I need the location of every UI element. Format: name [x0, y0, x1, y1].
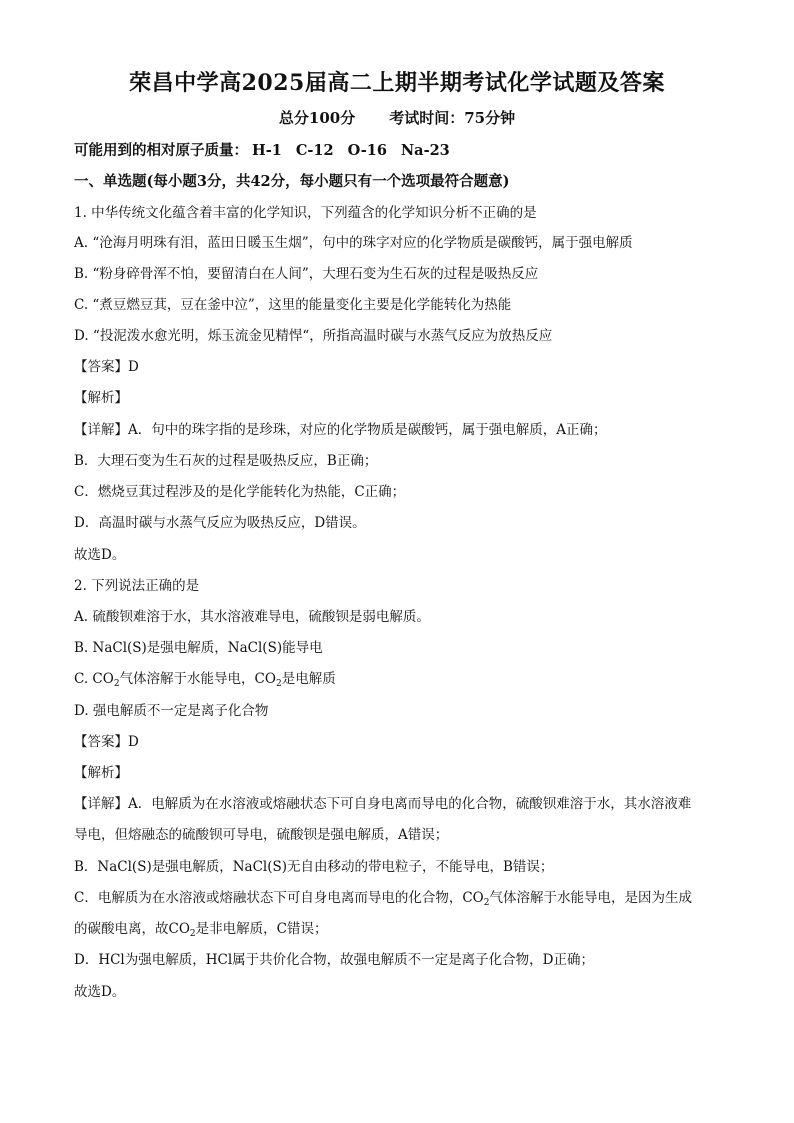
- q2-detail-b: B．NaCl(S)是强电解质，NaCl(S)无自由移动的带电粒子，不能导电，B错误；: [74, 859, 554, 875]
- q1-detail-c: C．燃烧豆萁过程涉及的是化学能转化为热能，C正确；: [74, 484, 406, 500]
- q2-option-c-prefix: C. CO: [74, 671, 114, 687]
- q2-option-c-mid: 气体溶解于水能导电，CO: [119, 671, 276, 687]
- q1-conclusion: 故选D。: [74, 547, 126, 563]
- q2-detail-c1-sub: 2: [483, 898, 490, 908]
- section-heading: 一、单选题(每小题3分，共42分，每小题只有一个选项最符合题意): [74, 173, 510, 190]
- q2-detail-c1-prefix: C．电解质为在水溶液或熔融状态下可自身电离而导电的化合物，CO: [74, 890, 484, 906]
- q1-detail-a: 【详解】A．句中的珠字指的是珍珠，对应的化学物质是碳酸钙，属于强电解质，A正确；: [74, 422, 607, 438]
- atomic-mass-c: C-12: [295, 142, 334, 159]
- q2-detail-c-2: [74, 919, 327, 944]
- total-score: 总分100分: [278, 109, 356, 127]
- q2-conclusion: 故选D。: [74, 984, 126, 1000]
- q2-detail-c2-suffix: 是非电解质，C错误；: [195, 921, 328, 937]
- q1-option-c: C. “煮豆燃豆萁，豆在釜中泣”，这里的能量变化主要是化学能转化为热能: [74, 297, 512, 313]
- q2-analysis-label: 【解析】: [74, 765, 128, 781]
- exam-title: 荣昌中学高2025届高二上期半期考试化学试题及答案: [129, 70, 665, 96]
- q1-option-a: A. “沧海月明珠有泪，蓝田日暖玉生烟”，句中的珠字对应的化学物质是碳酸钙，属于强电解质: [74, 235, 633, 251]
- q2-detail-c2-prefix: 的碳酸电离，故CO: [74, 921, 190, 937]
- atomic-mass-h: H-1: [252, 142, 282, 159]
- q2-detail-a-1: 【详解】A．电解质为在水溶液或熔融状态下可自身电离而导电的化合物，硫酸钡难溶于水，其水溶液难: [74, 796, 692, 812]
- q2-detail-a-2: 导电，但熔融态的硫酸钡可导电，硫酸钡是强电解质，A错误；: [74, 827, 449, 843]
- q1-option-b: B. “粉身碎骨浑不怕，要留清白在人间”，大理石变为生石灰的过程是吸热反应: [74, 266, 539, 282]
- q2-option-b: B. NaCl(S)是强电解质，NaCl(S)能导电: [74, 640, 323, 656]
- q2-detail-c2-sub: 2: [189, 929, 196, 939]
- q1-detail-b: B．大理石变为生石灰的过程是吸热反应，B正确；: [74, 453, 378, 469]
- q2-answer: 【答案】D: [74, 734, 139, 750]
- atomic-mass-label: 可能用到的相对原子质量：: [74, 142, 248, 159]
- q1-answer: 【答案】D: [74, 359, 139, 375]
- q2-option-c: [74, 669, 336, 694]
- q1-option-d: D. “投泥泼水愈光明，烁玉流金见精悍“，所指高温时碳与水蒸气反应为放热反应: [74, 328, 553, 344]
- q2-option-c-suffix: 是电解质: [281, 671, 336, 687]
- exam-time: 考试时间：75分钟: [389, 109, 516, 127]
- q2-detail-d: D．HCl为强电解质，HCl属于共价化合物，故强电解质不一定是离子化合物，D正确；: [74, 952, 594, 968]
- q2-detail-c1-suffix: 气体溶解于水能导电，是因为生成: [489, 890, 692, 906]
- exam-meta: [0, 107, 794, 128]
- q2-detail-c-1: [74, 888, 692, 913]
- q1-detail-d: D．高温时碳与水蒸气反应为吸热反应，D错误。: [74, 515, 366, 531]
- atomic-mass-na: Na-23: [400, 142, 450, 159]
- atomic-mass-o: O-16: [347, 142, 387, 159]
- q2-stem: 2. 下列说法正确的是: [74, 578, 200, 594]
- q2-option-d: D. 强电解质不一定是离子化合物: [74, 703, 269, 719]
- atomic-mass-line: [74, 141, 464, 161]
- q1-analysis-label: 【解析】: [74, 390, 128, 406]
- q2-option-c-sub: 2: [113, 679, 120, 689]
- q2-option-a: A. 硫酸钡难溶于水，其水溶液难导电，硫酸钡是弱电解质。: [74, 609, 430, 625]
- q1-stem: 1. 中华传统文化蕴含着丰富的化学知识，下列蕴含的化学知识分析不正确的是: [74, 205, 537, 221]
- q2-option-c-sub2: 2: [275, 679, 282, 689]
